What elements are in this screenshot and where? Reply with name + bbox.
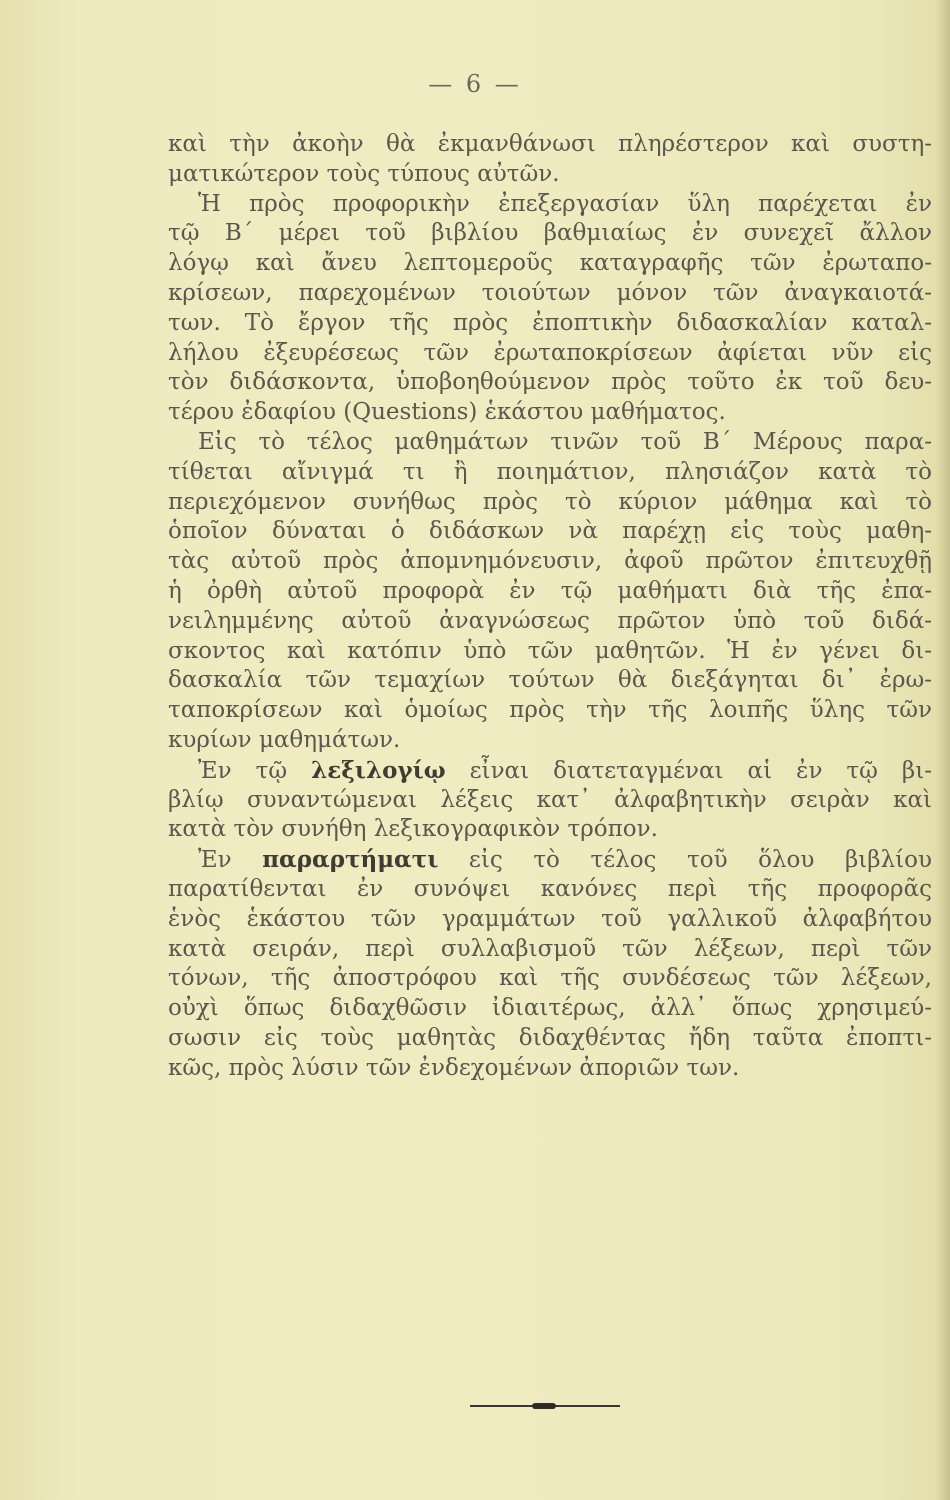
text-line: ματικώτερον τοὺς τύπους αὐτῶν. <box>168 160 560 187</box>
text-segment: Ἐν τῷ <box>198 757 312 784</box>
text-line: Ἡ πρὸς προφορικὴν ἐπεξεργασίαν ὕλη παρέχεται ἐν <box>198 190 932 217</box>
text-line: περιεχόμενον συνήθως πρὸς τὸ κύριον μάθημα καὶ τὸ <box>168 488 932 515</box>
text-line: Εἰς τὸ τέλος μαθημάτων τινῶν τοῦ Β´ Μέρους παρα- <box>198 428 932 455</box>
text-line: τὰς αὐτοῦ πρὸς ἀπομνημόνευσιν, ἀφοῦ πρῶτον ἐπιτευχθῇ <box>168 548 932 575</box>
text-segment: εἶναι διατεταγμέναι αἱ ἐν τῷ βι- <box>445 757 932 784</box>
text-segment: εἰς τὸ τέλος τοῦ ὅλου βιβλίου <box>438 847 932 874</box>
text-line: ταποκρίσεων καὶ ὁμοίως πρὸς τὴν τῆς λοιπῆς ὕλης τῶν <box>168 697 932 724</box>
text-line: τίθεται αἴνιγμά τι ἢ ποιημάτιον, πλησιάζον κατὰ τὸ <box>168 458 932 485</box>
text-line <box>168 756 932 786</box>
text-line: λόγῳ καὶ ἄνευ λεπτομεροῦς καταγραφῆς τῶν ἐρωταπο- <box>168 250 932 277</box>
text-line: ὁποῖον δύναται ὁ διδάσκων νὰ παρέχῃ εἰς τοὺς μαθη- <box>168 518 932 545</box>
text-line: των. Τὸ ἔργον τῆς πρὸς ἐποπτικὴν διδασκαλίαν καταλ- <box>168 309 932 336</box>
body-text <box>168 130 932 1084</box>
text-line: τέρου ἐδαφίου (Questions) ἑκάστου μαθήματος. <box>168 399 726 426</box>
text-line: νειλημμένης αὐτοῦ ἀναγνώσεως πρῶτον ὑπὸ τοῦ διδά- <box>168 607 932 634</box>
text-line <box>168 845 932 875</box>
text-line: τόνων, τῆς ἀποστρόφου καὶ τῆς συνδέσεως τῶν λέξεων, <box>168 965 932 992</box>
text-line: τὸν διδάσκοντα, ὑποβοηθούμενον πρὸς τοῦτο ἐκ τοῦ δευ- <box>168 369 932 396</box>
bold-term: λεξιλογίῳ <box>311 756 446 784</box>
text-line: κατὰ σειράν, περὶ συλλαβισμοῦ τῶν λέξεων, περὶ τῶν <box>168 935 932 962</box>
text-line: κυρίων μαθημάτων. <box>168 726 401 753</box>
text-line: παρατίθενται ἐν συνόψει κανόνες περὶ τῆς προφορᾶς <box>168 875 932 902</box>
text-line: τῷ Β´ μέρει τοῦ βιβλίου βαθμιαίως ἐν συνεχεῖ ἄλλον <box>168 220 932 247</box>
text-line: καὶ τὴν ἀκοὴν θὰ ἐκμανθάνωσι πληρέστερον καὶ συστη- <box>168 131 932 157</box>
text-line: οὐχὶ ὅπως διδαχθῶσιν ἰδιαιτέρως, ἀλλ᾽ ὅπως χρησιμεύ- <box>168 995 932 1022</box>
text-line: κρίσεων, παρεχομένων τοιούτων μόνον τῶν ἀναγκαιοτά- <box>168 279 932 306</box>
text-line: δασκαλία τῶν τεμαχίων τούτων θὰ διεξάγηται δι᾽ ἐρω- <box>168 667 932 694</box>
text-line: κατὰ τὸν συνήθη λεξικογραφικὸν τρόπον. <box>168 816 658 843</box>
text-line: ἑνὸς ἑκάστου τῶν γραμμάτων τοῦ γαλλικοῦ ἀλφαβήτου <box>168 905 932 932</box>
bold-term: παραρτήματι <box>262 846 439 874</box>
text-line: κῶς, πρὸς λύσιν τῶν ἐνδεχομένων ἀποριῶν των. <box>168 1054 740 1081</box>
text-line: σκοντος καὶ κατόπιν ὑπὸ τῶν μαθητῶν. Ἡ ἐν γένει δι- <box>168 637 932 664</box>
text-line: βλίῳ συναντώμεναι λέξεις κατ᾽ ἀλφαβητικὴν σειρὰν καὶ <box>168 786 932 813</box>
page-number: — 6 — <box>428 70 522 98</box>
text-line: σωσιν εἰς τοὺς μαθητὰς διδαχθέντας ἤδη ταῦτα ἐποπτι- <box>168 1024 932 1051</box>
text-line: λήλου ἐξευρέσεως τῶν ἐρωταποκρίσεων ἀφίεται νῦν εἰς <box>168 339 932 366</box>
page-edge-shadow <box>936 0 950 1500</box>
ornamental-divider <box>470 1403 620 1409</box>
text-segment: Ἐν <box>198 847 263 874</box>
text-line: ἡ ὀρθὴ αὐτοῦ προφορὰ ἐν τῷ μαθήματι διὰ τῆς ἐπα- <box>168 577 932 604</box>
